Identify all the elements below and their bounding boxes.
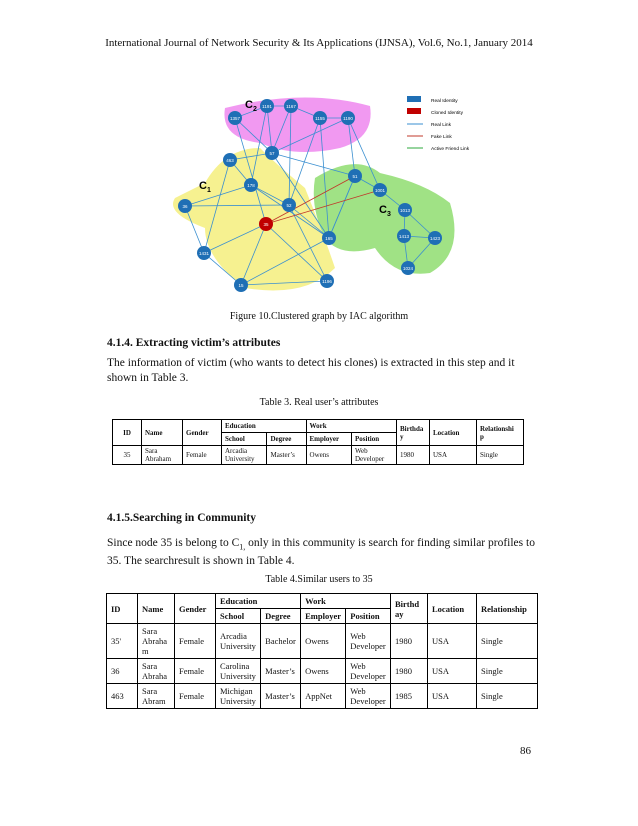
graph-node [397,229,411,243]
figure-legend [407,96,470,152]
cell-birthday: 1980 [397,446,430,465]
svg-text:178: 178 [247,183,255,188]
cell-birthday: 1980 [391,659,428,684]
cell-location: USA [428,659,477,684]
table3-header-row [113,420,524,433]
table3-col-birthday: Birthda y [397,420,430,446]
graph-node [428,231,442,245]
table4-col-id: ID [107,594,138,624]
cell-position: Web Developer [346,624,391,659]
table4-col-location: Location [428,594,477,624]
legend-label: Cloned Identity [431,111,463,116]
cell-degree: Bachelor [261,624,301,659]
table3-col-name: Name [142,420,183,446]
cell-location: USA [430,446,477,465]
clustered-graph-figure [165,88,495,298]
svg-text:1024: 1024 [402,266,414,271]
cell-name: Sara Abraham [142,446,183,465]
cell-location: USA [428,624,477,659]
cell-id: 35' [107,624,138,659]
table3-col-education: Education [222,420,307,433]
table3 [112,419,524,465]
svg-text:1196: 1196 [322,279,332,284]
graph-node [234,278,248,292]
graph-node [322,231,336,245]
table3-col-relationship: Relationshi p [477,420,524,446]
svg-text:1001: 1001 [374,188,386,193]
table3-caption: Table 3. Real user’s attributes [259,397,379,408]
svg-text:36: 36 [182,204,188,209]
table3-col-school: School [222,433,267,446]
svg-text:1431: 1431 [198,251,210,256]
table4-caption: Table 4.Similar users to 35 [265,574,373,585]
graph-node [401,261,415,275]
cell-name: Sara Abraha [138,659,175,684]
cell-school: Michigan University [216,684,261,709]
section-414-body: The information of victim (who wants to detect his clones) is extracted in this step and it shown in Table 3. [107,357,515,384]
cluster-c3-label: $C_3$ [379,204,391,218]
graph-node [259,217,273,231]
page-number: 86 [520,745,531,757]
cell-degree: Master’s [261,659,301,684]
svg-text:51: 51 [352,174,358,179]
cell-birthday: 1985 [391,684,428,709]
table4-col-employer: Employer [301,609,346,624]
cell-id: 35 [113,446,142,465]
table3-col-location: Location [430,420,477,446]
cell-birthday: 1980 [391,624,428,659]
graph-node [341,111,355,125]
legend-label: Active Friend Link [431,147,470,152]
cell-degree: Master’s [267,446,306,465]
cell-relationship: Single [477,446,524,465]
table4-col-birthday: Birthd ay [391,594,428,624]
cell-relationship: Single [477,684,538,709]
cell-employer: Owens [301,659,346,684]
cell-position: Web Developer [346,659,391,684]
section-414-heading: 4.1.4. Extracting victim’s attributes [107,337,281,349]
cell-degree: Master’s [261,684,301,709]
svg-text:15: 15 [238,283,244,288]
cell-relationship: Single [477,624,538,659]
cell-name: Sara Abram [138,684,175,709]
svg-text:52: 52 [286,203,292,208]
table4-col-education: Education [216,594,301,609]
legend-marker [407,96,421,102]
svg-text:35: 35 [263,222,269,227]
svg-text:1413: 1413 [398,234,410,239]
section-415-body: Since node 35 is belong to $C_{1,}$ only in this community is search for finding similar profiles to 35. The searchresult is shown in Table 4. [107,537,535,568]
table3-col-position: Position [352,433,397,446]
cluster-c2-label: $C_2$ [245,99,257,113]
table4-col-position: Position [346,609,391,624]
legend-label: Real Link [431,123,451,128]
graph-node [373,183,387,197]
table-row [107,624,538,659]
cell-employer: AppNet [301,684,346,709]
graph-node [197,246,211,260]
cell-id: 36 [107,659,138,684]
cell-gender: Female [175,624,216,659]
graph-node [320,274,334,288]
svg-text:1357: 1357 [229,116,241,121]
graph-node [265,146,279,160]
legend-label: Fake Link [431,135,452,140]
cell-relationship: Single [477,659,538,684]
svg-text:57: 57 [269,151,275,156]
cell-location: USA [428,684,477,709]
journal-header: International Journal of Network Security & Its Applications (IJNSA), Vol.6, No.1, January 2014 [105,37,533,49]
svg-text:165: 165 [325,236,333,241]
cell-gender: Female [183,446,222,465]
table4-col-school: School [216,609,261,624]
graph-node [228,111,242,125]
table4-col-gender: Gender [175,594,216,624]
graph-node [178,199,192,213]
cell-school: Carolina University [216,659,261,684]
table4-col-degree: Degree [261,609,301,624]
cell-gender: Female [175,659,216,684]
cell-school: Arcadia University [216,624,261,659]
svg-text:463: 463 [226,158,234,163]
svg-text:1423: 1423 [429,236,441,241]
cell-gender: Female [175,684,216,709]
cell-name: Sara Abraha m [138,624,175,659]
table-row [107,684,538,709]
cell-employer: Owens [306,446,351,465]
table3-col-work: Work [306,420,396,433]
cell-position: Web Developer [346,684,391,709]
svg-text:1167: 1167 [286,104,296,109]
svg-text:1190: 1190 [343,116,353,121]
legend-label: Real Identity [431,99,458,104]
svg-text:1191: 1191 [262,104,272,109]
svg-text:1013: 1013 [399,208,411,213]
graph-node [260,99,274,113]
table3-col-gender: Gender [183,420,222,446]
cluster-c3-region [314,164,455,274]
table4-header-row [107,594,538,609]
section-415-heading: 4.1.5.Searching in Community [107,512,256,524]
table3-col-id: ID [113,420,142,446]
cell-position: Web Developer [352,446,397,465]
graph-node [223,153,237,167]
svg-text:1155: 1155 [315,116,325,121]
graph-node [284,99,298,113]
table4-col-work: Work [301,594,391,609]
cell-school: Arcadia University [222,446,267,465]
table-row [113,446,524,465]
table-row [107,659,538,684]
table3-col-degree: Degree [267,433,306,446]
table3-col-employer: Employer [306,433,351,446]
cell-id: 463 [107,684,138,709]
graph-node [313,111,327,125]
table4-col-name: Name [138,594,175,624]
graph-node [244,178,258,192]
cell-employer: Owens [301,624,346,659]
legend-marker [407,108,421,114]
graph-node [348,169,362,183]
table4-col-relationship: Relationship [477,594,538,624]
figure-caption: Figure 10.Clustered graph by IAC algorithm [229,311,409,322]
cluster-c1-label: $C_1$ [199,180,211,194]
table4 [106,593,538,709]
graph-node [398,203,412,217]
graph-node [282,198,296,212]
